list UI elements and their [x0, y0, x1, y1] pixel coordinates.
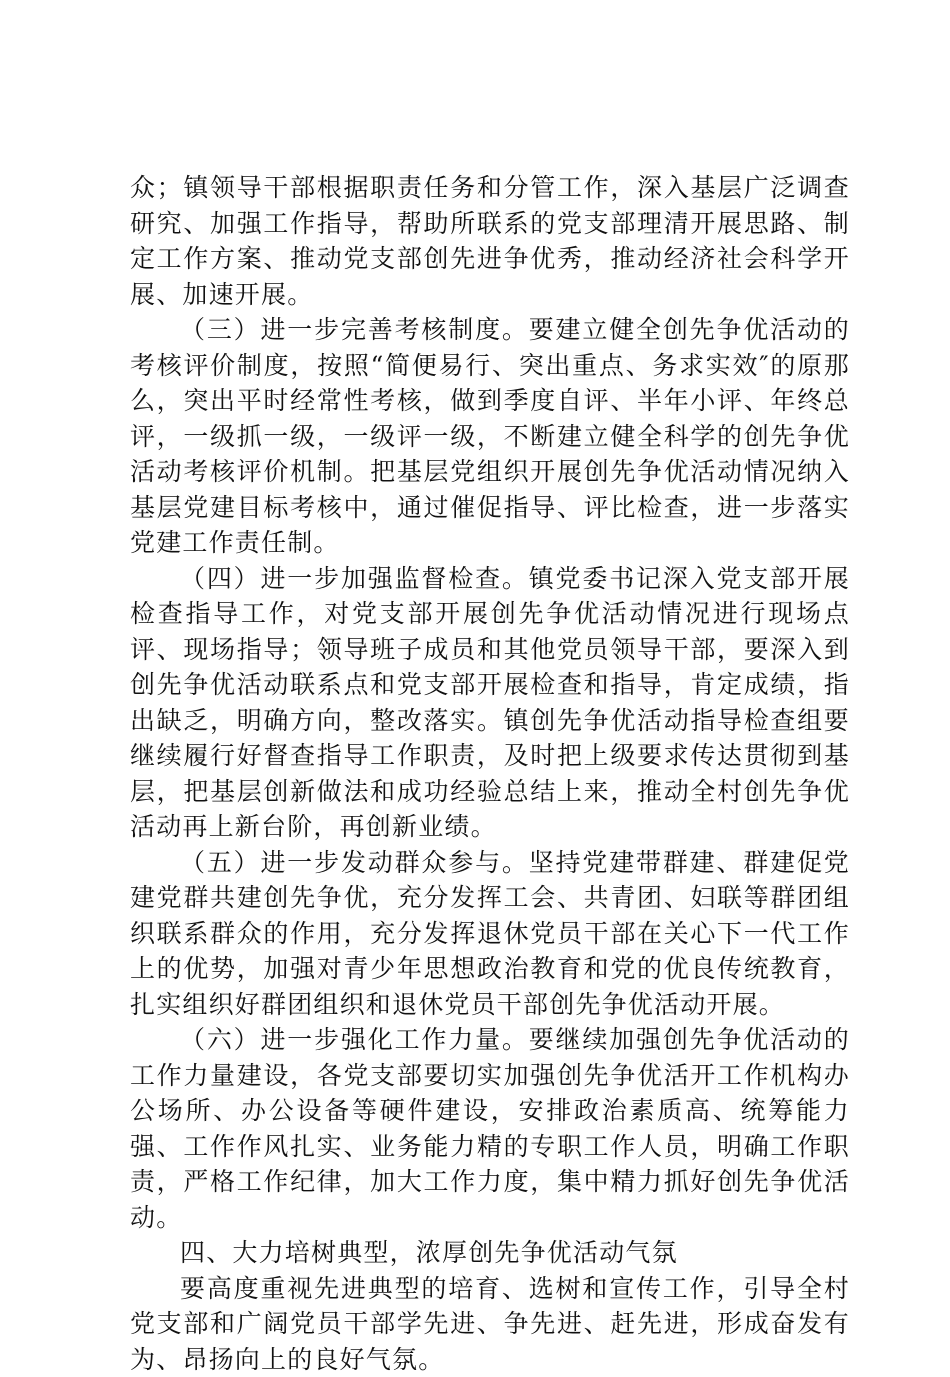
- paragraph-supervision-inspection: （四）进一步加强监督检查。镇党委书记深入党支部开展检查指导工作，对党支部开展创先争优活动情况进行现场点评、现场指导；领导班子成员和其他党员领导干部，要深入到创先争优活动联系点和党支部开展检查和指导，肯定成绩，指出缺乏，明确方向，整改落实。镇创先争优活动指导检查组要继续履行好督查指导工作职责，及时把上级要求传达贯彻到基层，把基层创新做法和成功经验总结上来，推动全村创先争优活动再上新台阶，再创新业绩。: [130, 561, 850, 845]
- document-body: [130, 170, 850, 1377]
- paragraph-continuation: 众；镇领导干部根据职责任务和分管工作，深入基层广泛调查研究、加强工作指导，帮助所联系的党支部理清开展思路、制定工作方案、推动党支部创先进争优秀，推动经济社会科学开展、加速开展。: [130, 170, 850, 312]
- section-heading-four: 四、大力培树典型，浓厚创先争优活动气氛: [130, 1235, 850, 1271]
- paragraph-mass-participation: （五）进一步发动群众参与。坚持党建带群建、群建促党建党群共建创先争优，充分发挥工会、共青团、妇联等群团组织联系群众的作用，充分发挥退休党员干部在关心下一代工作上的优势，加强对青少年思想政治教育和党的优良传统教育，扎实组织好群团组织和退休党员干部创先争优活动开展。: [130, 845, 850, 1023]
- paragraph-typical-models: 要高度重视先进典型的培育、选树和宣传工作，引导全村党支部和广阔党员干部学先进、争先进、赶先进，形成奋发有为、昂扬向上的良好气氛。: [130, 1271, 850, 1377]
- paragraph-assessment-system: （三）进一步完善考核制度。要建立健全创先争优活动的考核评价制度，按照“简便易行、突出重点、务求实效″的原那么，突出平时经常性考核，做到季度自评、半年小评、年终总评，一级抓一级，一级评一级，不断建立健全科学的创先争优活动考核评价机制。把基层党组织开展创先争优活动情况纳入基层党建目标考核中，通过催促指导、评比检查，进一步落实党建工作责任制。: [130, 312, 850, 561]
- paragraph-work-force: （六）进一步强化工作力量。要继续加强创先争优活动的工作力量建设，各党支部要切实加强创先争优活开工作机构办公场所、办公设备等硬件建设，安排政治素质高、统筹能力强、工作作风扎实、业务能力精的专职工作人员，明确工作职责，严格工作纪律，加大工作力度，集中精力抓好创先争优活动。: [130, 1022, 850, 1235]
